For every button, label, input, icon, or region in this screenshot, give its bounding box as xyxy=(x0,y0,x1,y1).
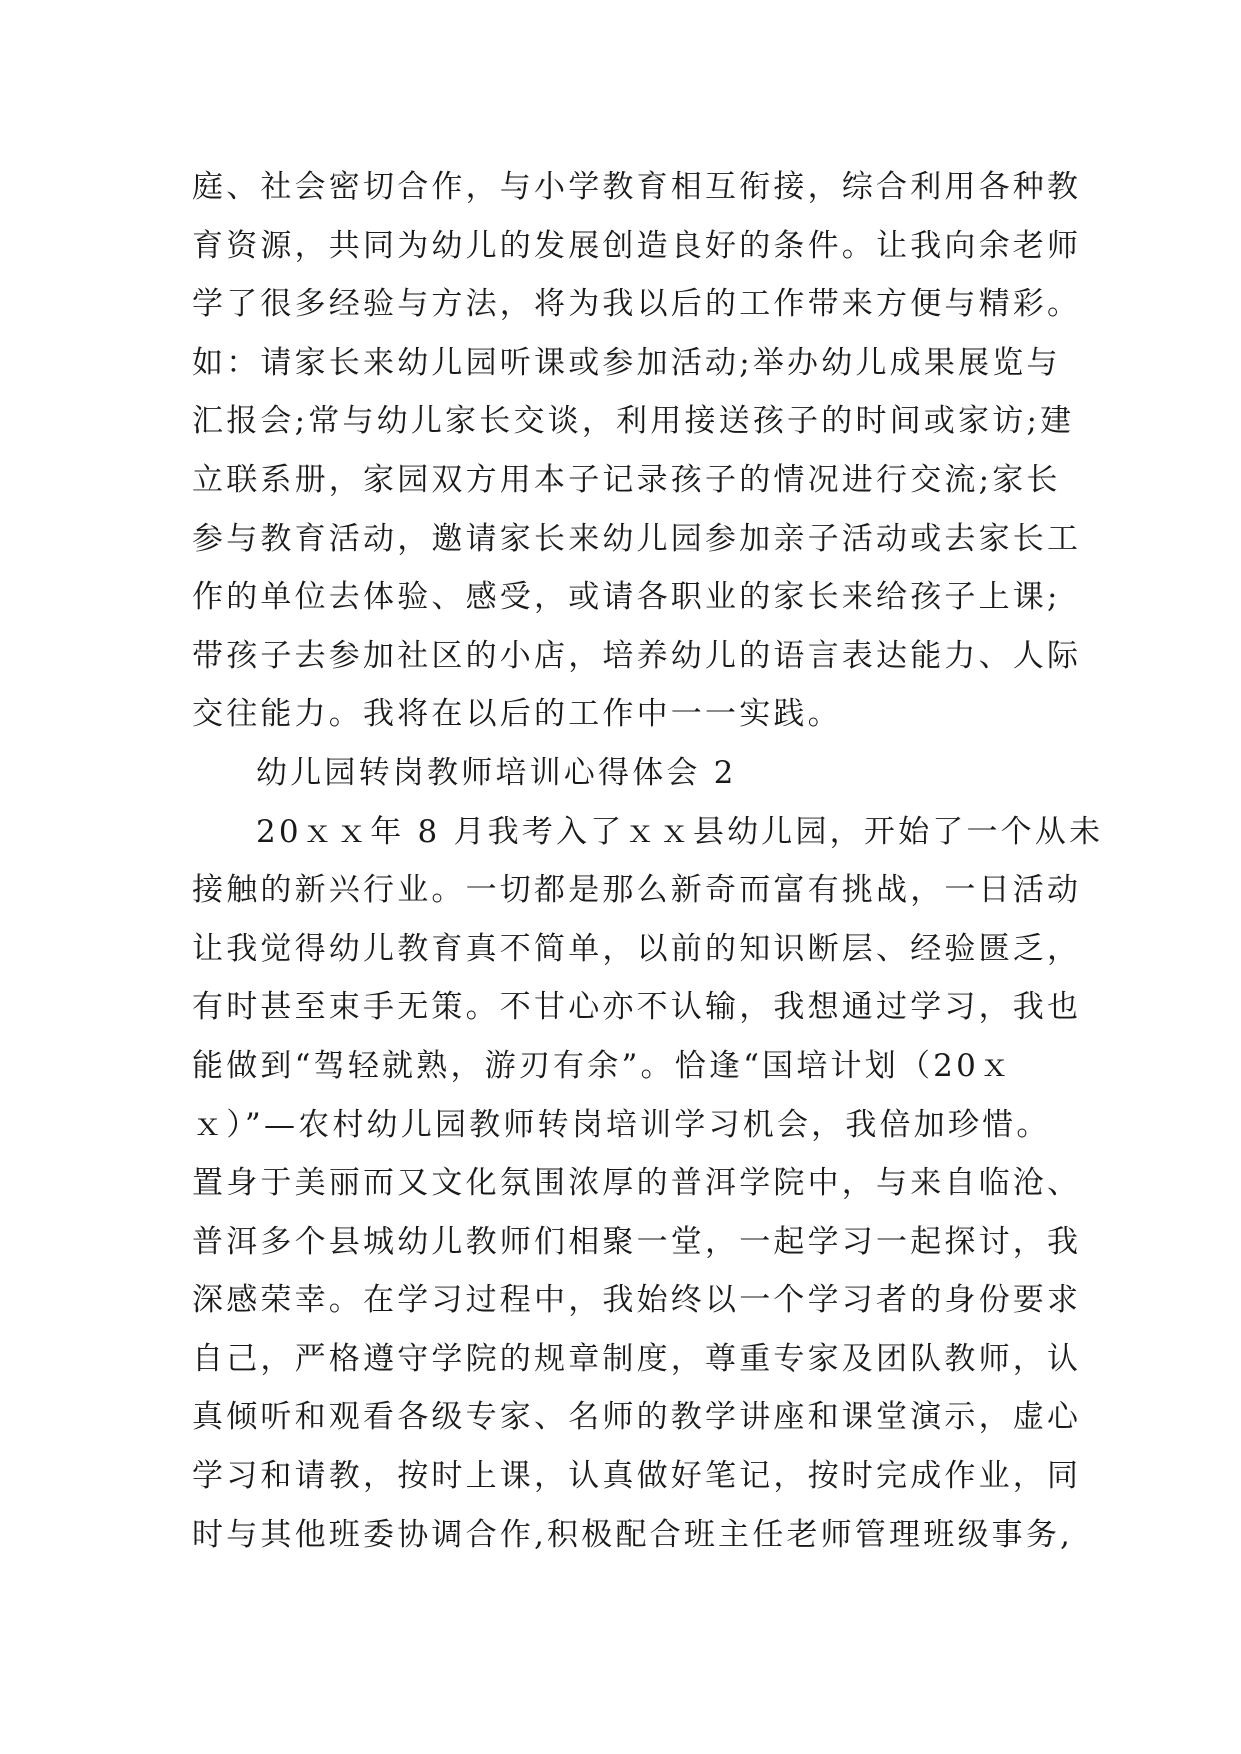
paragraph-first-line: 20ｘｘ年 8 月我考入了ｘｘ县幼儿园，开始了一个从未 xyxy=(256,813,1104,850)
text-line: 自己，严格遵守学院的规章制度，尊重专家及团队教师，认 xyxy=(192,1340,1082,1377)
section-heading: 幼儿园转岗教师培训心得体会 2 xyxy=(256,754,737,791)
text-line: 让我觉得幼儿教育真不简单，以前的知识断层、经验匮乏， xyxy=(192,930,1082,967)
text-line: 时与其他班委协调合作,积极配合班主任老师管理班级事务, xyxy=(192,1516,1074,1553)
text-line: 有时甚至束手无策。不甘心亦不认输，我想通过学习，我也 xyxy=(192,989,1082,1026)
text-line: 如：请家长来幼儿园听课或参加活动;举办幼儿成果展览与 xyxy=(192,344,1061,381)
body-text xyxy=(192,158,1104,1564)
text-line: ｘ）”—农村幼儿园教师转岗培训学习机会，我倍加珍惜。 xyxy=(192,1106,1051,1143)
text-line: 能做到“驾轻就熟，游刃有余”。恰逢“国培计划（20ｘ xyxy=(192,1047,1014,1084)
text-line: 庭、社会密切合作，与小学教育相互衔接，综合利用各种教 xyxy=(192,169,1082,205)
text-line: 真倾听和观看各级专家、名师的教学讲座和课堂演示，虚心 xyxy=(192,1399,1082,1436)
text-line: 接触的新兴行业。一切都是那么新奇而富有挑战，一日活动 xyxy=(192,872,1082,909)
text-line: 育资源，共同为幼儿的发展创造良好的条件。让我向余老师 xyxy=(192,227,1082,264)
text-line: 学习和请教，按时上课，认真做好笔记，按时完成作业，同 xyxy=(192,1458,1082,1495)
text-line: 交往能力。我将在以后的工作中一一实践。 xyxy=(192,696,842,733)
text-line: 立联系册，家园双方用本子记录孩子的情况进行交流;家长 xyxy=(192,461,1061,498)
text-line: 学了很多经验与方法，将为我以后的工作带来方便与精彩。 xyxy=(192,286,1082,323)
text-line: 参与教育活动，邀请家长来幼儿园参加亲子活动或去家长工 xyxy=(192,520,1082,557)
text-line: 带孩子去参加社区的小店，培养幼儿的语言表达能力、人际 xyxy=(192,637,1082,674)
text-line: 深感荣幸。在学习过程中，我始终以一个学习者的身份要求 xyxy=(192,1282,1082,1319)
text-line: 普洱多个县城幼儿教师们相聚一堂，一起学习一起探讨，我 xyxy=(192,1223,1082,1260)
text-line: 作的单位去体验、感受，或请各职业的家长来给孩子上课; xyxy=(192,579,1061,616)
text-line: 置身于美丽而又文化氛围浓厚的普洱学院中，与来自临沧、 xyxy=(192,1165,1082,1202)
text-line: 汇报会;常与幼儿家长交谈，利用接送孩子的时间或家访;建 xyxy=(192,403,1075,440)
